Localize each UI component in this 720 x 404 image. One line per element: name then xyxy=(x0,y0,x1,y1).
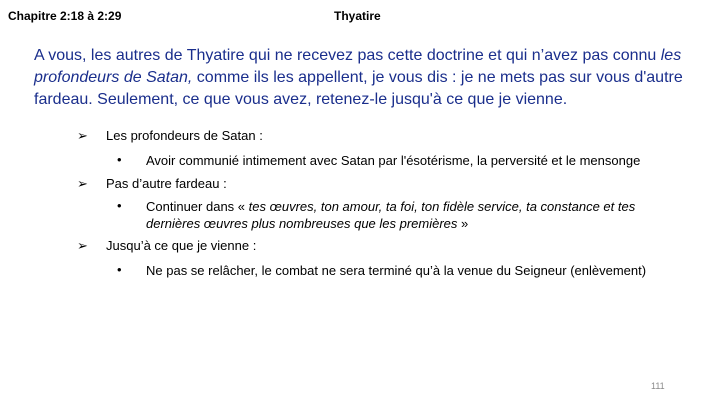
list-item-label: Jusqu’à ce que je vienne : xyxy=(106,238,257,253)
list-item-label: Les profondeurs de Satan : xyxy=(106,128,263,143)
list-subitem-text xyxy=(146,198,666,232)
arrow-bullet-icon: ➢ xyxy=(77,128,88,143)
chapter-reference: Chapitre 2:18 à 2:29 xyxy=(8,9,122,23)
quote-text-italic: les profondeurs de Satan, xyxy=(34,47,682,86)
subitem-suffix: » xyxy=(457,216,469,231)
arrow-bullet-icon: ➢ xyxy=(77,238,88,253)
slide-title: Thyatire xyxy=(334,9,381,23)
page-number: 111 xyxy=(651,381,665,391)
list-item-label: Pas d’autre fardeau : xyxy=(106,176,227,191)
subitem-italic: tes œuvres, ton amour, ta foi, ton fidèle service, ta constance et tes dernières œuvres plus nombreuses que les premières xyxy=(146,199,636,231)
list-subitem-text: Avoir communié intimement avec Satan par l'ésotérisme, la perversité et le mensonge xyxy=(146,153,641,168)
quote-text-start: A vous, les autres de Thyatire qui ne recevez pas cette doctrine et qui n’avez pas connu xyxy=(34,47,661,64)
scripture-quote xyxy=(34,45,698,111)
dot-bullet-icon: • xyxy=(117,262,122,277)
list-subitem-text: Ne pas se relâcher, le combat ne sera terminé qu’à la venue du Seigneur (enlèvement) xyxy=(146,263,647,278)
dot-bullet-icon: • xyxy=(117,152,122,167)
arrow-bullet-icon: ➢ xyxy=(77,176,88,191)
quote-text-end: comme ils les appellent, je vous dis : je ne mets pas sur vous d'autre fardeau. Seulement, ce que vous avez, retenez-le jusqu'à ce que je vienne. xyxy=(34,69,683,108)
subitem-prefix: Continuer dans « xyxy=(146,199,249,214)
dot-bullet-icon: • xyxy=(117,198,122,213)
